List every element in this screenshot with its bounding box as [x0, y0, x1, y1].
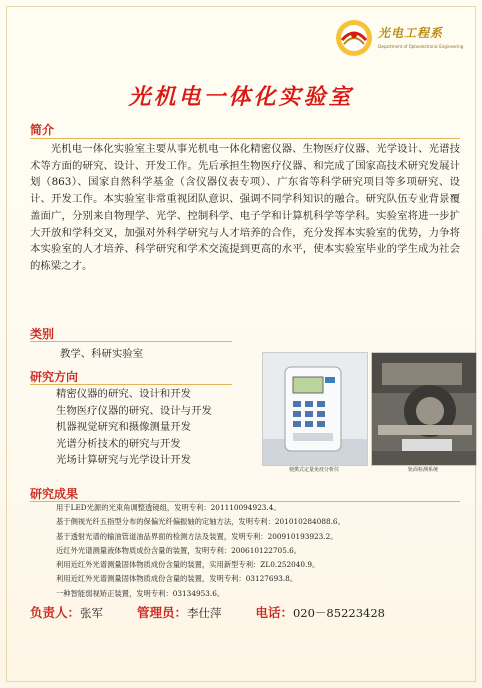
list-item: 生物医疗仪器的研究、设计与开发 [56, 404, 212, 417]
department-emblem-icon [334, 18, 374, 58]
phone-label: 电话： [255, 605, 293, 620]
list-item: 利用近红外光谱测量固体物质成份含量的装置，实用新型专利：ZL0.252040.9。 [56, 560, 320, 570]
list-item: 光场计算研究与光学设计开发 [56, 454, 192, 467]
results-list [56, 501, 345, 601]
intro-text: 光机电一体化实验室主要从事光机电一体化精密仪器、生物医疗仪器、光学设计、光谱技术等方面的研究、设计、开发工作。先后承担生物医疗仪器、和完成了国家高技术研究发展计划（863）、国家自然科学基金（含仪器仪表专项）、广东省等科学研究项目等多项研究、设计、开发工作。本实验室非常重视团队意识、强调不同学科知识的融合。研究队伍专业背景覆盖面广，分别来自物理学、光学、控制科学、电子学和计算机科学等学科。实验室将进一步扩大开放和学科交叉，加强对外科学研究与人才培养的合作，充分发挥本实验室的优势，力争将本实验室的人才培养、科学研究和学术交流提到更高的水平，使本实验室毕业的学生成为社会的栋梁之才。 [30, 143, 460, 272]
category-heading: 类别 [30, 327, 55, 341]
logo-title: 光电工程系 [378, 26, 444, 40]
phone-number: 020－85223428 [292, 606, 385, 620]
list-item: 机器视觉研究和摄像测量开发 [56, 421, 192, 434]
list-item: 一种智能弱视矫正装置，发明专利：03134953.6。 [56, 588, 225, 598]
list-item: 利用近红外光谱测量固体物质成份含量的装置，发明专利：03127693.8。 [56, 574, 298, 584]
photo-caption: 轨面检测系统 [407, 467, 438, 473]
leader-label: 负责人： [30, 605, 81, 620]
category-text: 教学、科研实验室 [60, 348, 144, 360]
leader-name: 张军 [80, 606, 104, 620]
logo-subtitle: Department of Optoelectronic Engineering [378, 44, 464, 49]
rail-inspection-photo [371, 352, 477, 466]
directions-list [56, 386, 212, 469]
list-item: 基于透射光谱的输油管道油品界面的检测方法及装置，发明专利：200910193923.2。 [56, 531, 338, 541]
directions-heading: 研究方向 [30, 370, 79, 384]
intro-heading-rule [30, 138, 460, 139]
directions-heading-rule [30, 384, 232, 385]
rail-inspection-icon [372, 353, 476, 465]
admin-label: 管理员： [136, 605, 187, 620]
list-item: 近红外光谱测量液体物质成份含量的装置，发明专利：200610122705.6。 [56, 545, 302, 555]
photo-caption: 便携式定量免疫分析仪 [288, 467, 339, 473]
contact-footer [30, 603, 385, 621]
category-heading-rule [30, 341, 232, 342]
intro-heading: 简介 [30, 123, 55, 137]
admin-name: 李仕萍 [187, 606, 222, 620]
analyzer-device-icon [263, 353, 367, 465]
list-item: 基于侧视光纤五指型分布的保偏光纤偏振轴的定轴方法，发明专利：201010284088.6。 [56, 517, 345, 527]
page-title: 光机电一体化实验室 [128, 84, 354, 110]
department-logo [334, 16, 462, 62]
list-item: 光谱分析技术的研究与开发 [56, 437, 181, 450]
list-item: 精密仪器的研究、设计和开发 [56, 388, 192, 400]
analyzer-device-photo [262, 352, 368, 466]
list-item: 用于LED光源的光束角调整透镜组，发明专利：201110094923.4。 [56, 503, 281, 512]
results-heading: 研究成果 [30, 487, 79, 501]
